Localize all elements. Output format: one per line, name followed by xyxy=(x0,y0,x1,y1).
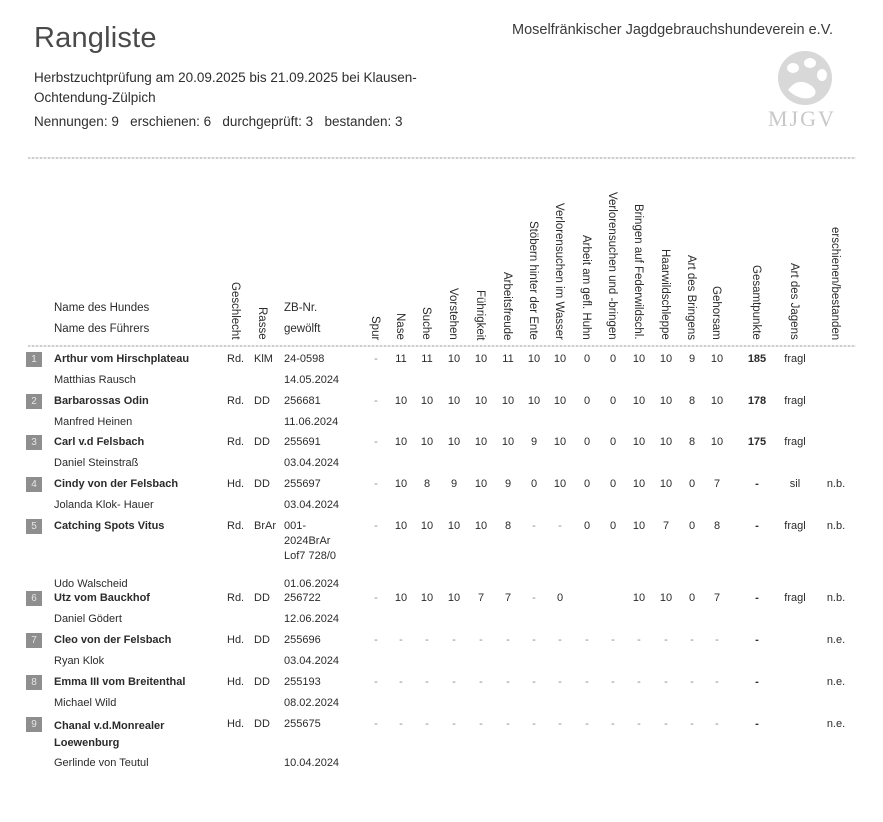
score-3: - xyxy=(425,634,429,646)
whelped-date: 03.04.2024 xyxy=(284,499,340,511)
score-2: - xyxy=(399,718,403,730)
score-2: 10 xyxy=(394,520,408,532)
score-2: - xyxy=(399,676,403,688)
header-score-6: Arbeitsfreude xyxy=(501,271,513,340)
breed: DD xyxy=(254,634,270,646)
score-10: 0 xyxy=(609,353,617,365)
handler-name: Jolanda Klok- Hauer xyxy=(54,499,154,511)
score-7: - xyxy=(532,592,536,604)
score-10: - xyxy=(611,634,615,646)
header-status: erschienen/bestanden xyxy=(829,226,841,340)
header-total-points: Gesamtpunkte xyxy=(750,265,762,340)
score-12: - xyxy=(664,634,668,646)
score-7: - xyxy=(532,520,536,532)
score-10: 0 xyxy=(609,520,617,532)
whelped-date: 03.04.2024 xyxy=(284,655,340,667)
score-2: 10 xyxy=(394,395,408,407)
score-12: 10 xyxy=(659,592,673,604)
breed: DD xyxy=(254,592,270,604)
score-13: 0 xyxy=(688,520,696,532)
handler-name: Ryan Klok xyxy=(54,655,105,667)
club-logo-text: MJGV xyxy=(768,106,836,131)
header-score-11: Bringen auf Federwildschl. xyxy=(632,204,644,340)
score-3: 10 xyxy=(420,436,434,448)
score-4: 10 xyxy=(447,353,461,365)
status: n.e. xyxy=(826,634,846,646)
score-6: - xyxy=(506,634,510,646)
breed: DD xyxy=(254,436,270,448)
dog-name: Carl v.d Felsbach xyxy=(54,436,145,448)
score-9: 0 xyxy=(583,436,591,448)
score-1: - xyxy=(374,676,378,688)
score-3: - xyxy=(425,718,429,730)
score-10: 0 xyxy=(609,436,617,448)
score-11: - xyxy=(637,634,641,646)
score-1: - xyxy=(374,353,378,365)
score-1: - xyxy=(374,395,378,407)
zb-number: 24-0598 xyxy=(284,353,325,365)
score-6: 7 xyxy=(504,592,512,604)
rank-badge: 5 xyxy=(26,519,42,534)
score-8: 10 xyxy=(553,436,567,448)
score-5: 10 xyxy=(474,353,488,365)
total-points: - xyxy=(755,718,759,730)
rank-badge: 2 xyxy=(26,394,42,409)
header-handler-name: Name des Führers xyxy=(54,323,150,335)
score-6: 8 xyxy=(504,520,512,532)
rank-badge: 9 xyxy=(26,717,42,732)
total-points: 185 xyxy=(747,353,767,365)
header-whelped: gewölft xyxy=(284,323,321,335)
score-5: 10 xyxy=(474,478,488,490)
score-11: 10 xyxy=(632,592,646,604)
score-1: - xyxy=(374,520,378,532)
score-6: - xyxy=(506,676,510,688)
score-14: 10 xyxy=(710,436,724,448)
score-13: 9 xyxy=(688,353,696,365)
score-13: - xyxy=(690,634,694,646)
breed: DD xyxy=(254,676,270,688)
sex: Hd. xyxy=(227,718,245,730)
score-2: 11 xyxy=(395,353,407,365)
score-3: 10 xyxy=(420,520,434,532)
sex: Hd. xyxy=(227,478,245,490)
score-1: - xyxy=(374,592,378,604)
header-zb-number: ZB-Nr. xyxy=(284,302,318,314)
hunting-style: fragl xyxy=(784,520,806,532)
score-10: - xyxy=(611,718,615,730)
breed: BrAr xyxy=(254,520,276,532)
club-name: Moselfränkischer Jagdgebrauchshundeverein e.V. xyxy=(512,22,834,38)
sex: Hd. xyxy=(227,634,245,646)
score-10: - xyxy=(611,676,615,688)
header-score-4: Vorstehen xyxy=(447,288,459,340)
whelped-date: 03.04.2024 xyxy=(284,457,340,469)
score-13: 8 xyxy=(688,436,696,448)
score-12: 10 xyxy=(659,395,673,407)
score-11: 10 xyxy=(632,520,646,532)
zb-number: 255193 xyxy=(284,676,321,688)
status: n.b. xyxy=(826,478,846,490)
total-points: - xyxy=(755,520,759,532)
rank-badge: 6 xyxy=(26,591,42,606)
sex: Rd. xyxy=(227,520,245,532)
score-14: 8 xyxy=(713,520,721,532)
score-9: - xyxy=(585,718,589,730)
score-10: 0 xyxy=(609,395,617,407)
score-7: 10 xyxy=(527,353,541,365)
score-6: 9 xyxy=(504,478,512,490)
header-score-7: Stöbern hinter der Ente xyxy=(527,221,539,340)
handler-name: Daniel Steinstraß xyxy=(54,457,139,469)
score-11: 10 xyxy=(632,353,646,365)
score-6: 11 xyxy=(502,353,514,365)
page-title: Rangliste xyxy=(34,22,157,54)
status: n.e. xyxy=(826,676,846,688)
handler-name: Udo Walscheid xyxy=(54,578,128,590)
score-5: 10 xyxy=(474,436,488,448)
score-1: - xyxy=(374,478,378,490)
score-4: - xyxy=(452,634,456,646)
score-7: 10 xyxy=(527,395,541,407)
score-3: - xyxy=(425,676,429,688)
participation-counts: Nennungen: 9 erschienen: 6 durchgeprüft: 3 bestanden: 3 xyxy=(34,114,403,129)
score-6: - xyxy=(506,718,510,730)
breed: DD xyxy=(254,718,270,730)
score-2: 10 xyxy=(394,592,408,604)
score-5: - xyxy=(479,718,483,730)
header-breed: Rasse xyxy=(256,307,268,340)
whelped-date: 14.05.2024 xyxy=(284,374,340,386)
score-4: - xyxy=(452,718,456,730)
header-score-5: Führigkeit xyxy=(474,289,486,340)
score-3: 11 xyxy=(421,353,433,365)
handler-name: Matthias Rausch xyxy=(54,374,136,386)
rank-badge: 4 xyxy=(26,477,42,492)
status: n.b. xyxy=(826,520,846,532)
score-9: 0 xyxy=(583,520,591,532)
hunting-style: fragl xyxy=(784,436,806,448)
score-11: 10 xyxy=(632,436,646,448)
total-points: 175 xyxy=(747,436,767,448)
breed: DD xyxy=(254,395,270,407)
zb-number: 255675 xyxy=(284,718,321,730)
score-11: 10 xyxy=(632,395,646,407)
dog-name: Utz vom Bauckhof xyxy=(54,592,150,604)
handler-name: Manfred Heinen xyxy=(54,416,133,428)
handler-name: Daniel Gödert xyxy=(54,613,122,625)
zb-number: 256681 xyxy=(284,395,321,407)
dog-name: Chanal v.d.Monrealer Loewenburg xyxy=(54,720,165,749)
score-13: 0 xyxy=(688,592,696,604)
score-12: 10 xyxy=(659,478,673,490)
score-5: 7 xyxy=(477,592,485,604)
header-score-1: Spur xyxy=(369,315,381,340)
score-2: 10 xyxy=(394,436,408,448)
sex: Rd. xyxy=(227,353,245,365)
handler-name: Michael Wild xyxy=(54,697,117,709)
score-7: 0 xyxy=(530,478,538,490)
score-1: - xyxy=(374,634,378,646)
score-8: 10 xyxy=(553,395,567,407)
score-9: - xyxy=(585,634,589,646)
score-9: 0 xyxy=(583,478,591,490)
score-5: 10 xyxy=(474,395,488,407)
total-points: 178 xyxy=(747,395,767,407)
score-14: 7 xyxy=(713,478,721,490)
score-9: - xyxy=(585,676,589,688)
handler-name: Gerlinde von Teutul xyxy=(54,757,149,769)
score-2: 10 xyxy=(394,478,408,490)
zb-number: 255697 xyxy=(284,478,321,490)
rank-badge: 1 xyxy=(26,352,42,367)
score-6: 10 xyxy=(501,436,515,448)
header-score-13: Art des Bringens xyxy=(685,254,697,340)
zb-number: 001- xyxy=(284,520,307,532)
score-14: 7 xyxy=(713,592,721,604)
score-7: - xyxy=(532,634,536,646)
header-score-2: Nase xyxy=(394,313,406,340)
score-13: - xyxy=(690,676,694,688)
rank-badge: 3 xyxy=(26,435,42,450)
score-8: - xyxy=(558,718,562,730)
header-score-9: Arbeit am gefl. Huhn xyxy=(580,235,592,340)
sex: Hd. xyxy=(227,676,245,688)
score-8: - xyxy=(558,676,562,688)
status: n.b. xyxy=(826,592,846,604)
score-12: 10 xyxy=(659,353,673,365)
header-score-3: Suche xyxy=(420,307,432,340)
score-14: - xyxy=(715,676,719,688)
zb-number: 255691 xyxy=(284,436,321,448)
hunting-style: fragl xyxy=(784,353,806,365)
score-4: 10 xyxy=(447,520,461,532)
table-header-divider xyxy=(28,345,856,347)
score-12: - xyxy=(664,676,668,688)
score-13: 0 xyxy=(688,478,696,490)
whelped-date: 12.06.2024 xyxy=(284,613,340,625)
score-1: - xyxy=(374,436,378,448)
total-points: - xyxy=(755,592,759,604)
dog-name: Cleo von der Felsbach xyxy=(54,634,172,646)
zb-number: Lof7 728/0 xyxy=(284,550,336,562)
whelped-date: 11.06.2024 xyxy=(284,416,339,428)
header-score-8: Verlorensuchen im Wasser xyxy=(553,203,565,340)
whelped-date: 10.04.2024 xyxy=(284,757,340,769)
header-hunting-style: Art des Jagens xyxy=(788,263,800,340)
score-1: - xyxy=(374,718,378,730)
score-3: 8 xyxy=(423,478,431,490)
score-8: 10 xyxy=(553,478,567,490)
score-14: - xyxy=(715,634,719,646)
total-points: - xyxy=(755,478,759,490)
zb-number: 255696 xyxy=(284,634,321,646)
score-6: 10 xyxy=(501,395,515,407)
score-10: 0 xyxy=(609,478,617,490)
status: n.e. xyxy=(826,718,846,730)
score-7: - xyxy=(532,718,536,730)
event-description: Herbstzuchtprüfung am 20.09.2025 bis 21.09.2025 bei Klausen-Ochtendung-Zülpich xyxy=(34,70,417,105)
score-2: - xyxy=(399,634,403,646)
total-points: - xyxy=(755,634,759,646)
score-13: - xyxy=(690,718,694,730)
score-14: - xyxy=(715,718,719,730)
score-3: 10 xyxy=(420,592,434,604)
score-12: - xyxy=(664,718,668,730)
hunting-style: sil xyxy=(789,478,801,490)
sex: Rd. xyxy=(227,436,245,448)
dog-name: Catching Spots Vitus xyxy=(54,520,165,532)
sex: Rd. xyxy=(227,592,245,604)
header-score-14: Gehorsam xyxy=(710,286,722,340)
dog-name: Cindy von der Felsbach xyxy=(54,478,179,490)
whelped-date: 01.06.2024 xyxy=(284,578,340,590)
header-score-12: Haarwildschleppe xyxy=(659,249,671,340)
score-8: - xyxy=(558,634,562,646)
score-9: 0 xyxy=(583,353,591,365)
zb-number: 256722 xyxy=(284,592,321,604)
score-14: 10 xyxy=(710,353,724,365)
score-8: - xyxy=(558,520,562,532)
score-7: 9 xyxy=(530,436,538,448)
whelped-date: 08.02.2024 xyxy=(284,697,340,709)
score-7: - xyxy=(532,676,536,688)
score-13: 8 xyxy=(688,395,696,407)
score-5: - xyxy=(479,634,483,646)
score-5: 10 xyxy=(474,520,488,532)
score-8: 0 xyxy=(556,592,564,604)
rank-badge: 8 xyxy=(26,675,42,690)
score-4: 10 xyxy=(447,436,461,448)
rank-badge: 7 xyxy=(26,633,42,648)
header-sex: Geschlecht xyxy=(229,282,241,340)
header-dog-name: Name des Hundes xyxy=(54,302,150,314)
dog-name: Arthur vom Hirschplateau xyxy=(54,353,190,365)
total-points: - xyxy=(755,676,759,688)
dog-name: Barbarossas Odin xyxy=(54,395,149,407)
sex: Rd. xyxy=(227,395,245,407)
score-11: - xyxy=(637,676,641,688)
dog-name: Emma III vom Breitenthal xyxy=(54,676,186,688)
hunting-style: fragl xyxy=(784,592,806,604)
header-score-10: Verlorensuchen und -bringen xyxy=(606,192,618,340)
zb-number: 2024BrAr xyxy=(284,535,331,547)
score-3: 10 xyxy=(420,395,434,407)
score-9: 0 xyxy=(583,395,591,407)
score-8: 10 xyxy=(553,353,567,365)
breed: DD xyxy=(254,478,270,490)
score-14: 10 xyxy=(710,395,724,407)
score-4: 9 xyxy=(450,478,458,490)
score-5: - xyxy=(479,676,483,688)
score-4: 10 xyxy=(447,395,461,407)
score-11: 10 xyxy=(632,478,646,490)
score-11: - xyxy=(637,718,641,730)
breed: KlM xyxy=(254,353,273,365)
hunting-style: fragl xyxy=(784,395,806,407)
header-divider xyxy=(28,157,856,159)
score-4: 10 xyxy=(447,592,461,604)
score-4: - xyxy=(452,676,456,688)
score-12: 10 xyxy=(659,436,673,448)
score-12: 7 xyxy=(662,520,670,532)
